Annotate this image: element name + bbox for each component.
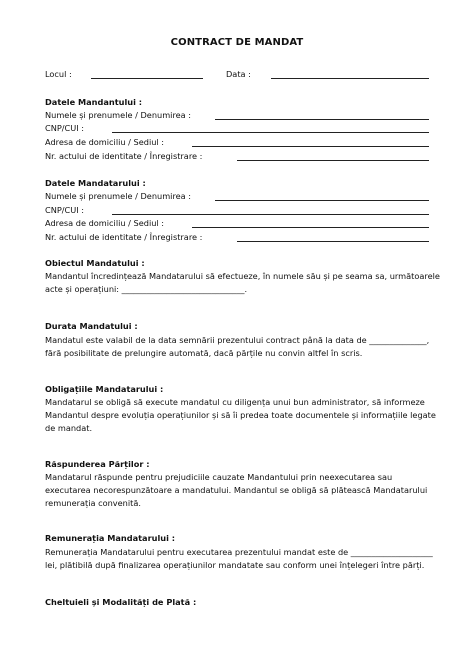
mandant-id-field[interactable] xyxy=(237,160,429,161)
obligatii-heading: Obligațiile Mandatarului : xyxy=(45,384,164,394)
mandant-heading: Datele Mandantului : xyxy=(45,97,143,107)
document-title: CONTRACT DE MANDAT xyxy=(170,37,304,48)
data-field[interactable] xyxy=(271,78,429,79)
mandatar-address-field[interactable] xyxy=(192,227,429,228)
mandant-id-label: Nr. actului de identitate / Înregistrare : xyxy=(45,151,203,161)
mandant-cnp-label: CNP/CUI : xyxy=(45,123,85,133)
data-label: Data : xyxy=(226,69,251,79)
mandant-address-field[interactable] xyxy=(192,146,429,147)
raspundere-body: Mandatarul răspunde pentru prejudiciile cauzate Mandantului prin neexecutarea sau executarea necorespunzătoare a mandatului. Mandantul se obligă să plătească Mandatarului remunerația convenită. xyxy=(45,472,428,508)
obiect-heading: Obiectul Mandatului : xyxy=(45,258,145,268)
remuneratie-body: Remunerația Mandatarului pentru executarea prezentului mandat este de ____________________ lei, plătibilă după finalizarea operațiunilor mandatate sau conform unei înțelegeri între părți. xyxy=(45,547,433,570)
mandatar-cnp-field[interactable] xyxy=(112,214,429,215)
mandant-address-label: Adresa de domiciliu / Sediul : xyxy=(45,137,165,147)
cheltuieli-heading: Cheltuieli și Modalități de Plată : xyxy=(45,597,197,607)
mandatar-heading: Datele Mandatarului : xyxy=(45,178,146,188)
mandatar-address-label: Adresa de domiciliu / Sediul : xyxy=(45,218,165,228)
mandatar-cnp-label: CNP/CUI : xyxy=(45,205,85,215)
obiect-body: Mandantul încredințează Mandatarului să efectueze, în numele său și pe seama sa, următoarele acte și operațiuni: ______________________________. xyxy=(45,271,440,294)
remuneratie-heading: Remunerația Mandatarului : xyxy=(45,533,176,543)
locul-field[interactable] xyxy=(91,78,203,79)
mandatar-id-label: Nr. actului de identitate / Înregistrare : xyxy=(45,232,203,242)
raspundere-heading: Răspunderea Părților : xyxy=(45,459,150,469)
mandant-cnp-field[interactable] xyxy=(112,132,429,133)
durata-body: Mandatul este valabil de la data semnării prezentului contract până la data de ______________, fără posibilitate de prelungire automată, dacă părțile nu convin altfel în scris. xyxy=(45,335,430,358)
mandatar-name-field[interactable] xyxy=(215,200,429,201)
mandant-name-field[interactable] xyxy=(215,119,429,120)
mandant-name-label: Numele și prenumele / Denumirea : xyxy=(45,110,192,120)
locul-label: Locul : xyxy=(45,69,72,79)
mandatar-name-label: Numele și prenumele / Denumirea : xyxy=(45,191,192,201)
mandatar-id-field[interactable] xyxy=(237,241,429,242)
obligatii-body: Mandatarul se obligă să execute mandatul cu diligența unui bun administrator, să informeze Mandantul despre evoluția operațiunilor și să îi predea toate documentele și informațiile legate de mandat. xyxy=(45,397,436,433)
durata-heading: Durata Mandatului : xyxy=(45,321,138,331)
